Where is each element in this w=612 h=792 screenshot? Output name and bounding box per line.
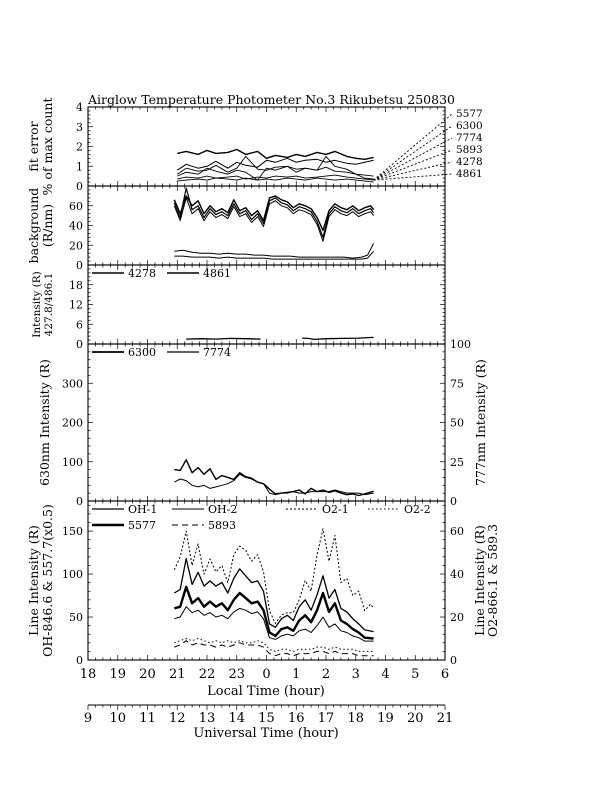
y-axis-label: Line Intensity (R) (26, 525, 41, 636)
figure-title: Airglow Temperature Photometer No.3 Rikubetsu 250830 (88, 92, 455, 107)
panel-4 (37, 338, 488, 508)
y-tick-label: 0 (76, 495, 83, 508)
local-time-tick-label: 5 (411, 667, 420, 682)
y-right-tick-label: 60 (450, 525, 464, 539)
legend-label: 6300 (456, 120, 483, 132)
ut-tick-label: 9 (83, 711, 93, 726)
y-tick-label: 4 (76, 101, 83, 114)
y-right-axis-label: 777nm Intensity (R) (473, 359, 488, 486)
y-tick-label: 0 (76, 654, 83, 667)
legend-label: OH-2 (208, 503, 238, 516)
y-tick-label: 6 (76, 318, 83, 332)
ut-tick-label: 20 (406, 711, 424, 726)
y-right-tick-label: 25 (450, 455, 464, 469)
legend-label: 5577 (128, 519, 156, 532)
y-tick-label: 0 (76, 259, 83, 272)
series-line-7774 (174, 474, 373, 494)
y-right-tick-label: 0 (450, 495, 457, 508)
y-axis-label: 630nm Intensity (R) (37, 359, 52, 486)
y-tick-label: 0 (76, 180, 83, 193)
local-time-tick-label: 21 (168, 667, 186, 682)
y-axis-label: OH-846.6 & 557.7(x0.5) (40, 504, 55, 657)
series-line-5 (174, 251, 373, 259)
legend-leader-line (374, 126, 452, 180)
series-line-6300 (174, 460, 373, 496)
y-tick-label: 100 (62, 455, 83, 469)
series-line-5893 (174, 641, 373, 656)
ut-tick-label: 19 (377, 711, 394, 726)
y-tick-label: 60 (69, 199, 83, 213)
series-line-4 (174, 243, 373, 258)
legend-label: 4278 (456, 156, 483, 168)
legend-leader-line (374, 138, 452, 180)
legend-label: 5893 (208, 519, 236, 532)
local-time-tick-label: 2 (321, 667, 331, 682)
local-time-tick-label: 23 (228, 667, 246, 682)
y-tick-label: 300 (62, 377, 83, 391)
y-tick-label: 100 (62, 568, 83, 582)
ut-tick-label: 10 (109, 711, 127, 726)
local-time-tick-label: 6 (440, 667, 450, 682)
series-line-4278 (186, 338, 260, 339)
ut-tick-label: 14 (228, 711, 246, 726)
y-tick-label: 200 (62, 416, 83, 430)
panel-frame (88, 344, 445, 501)
y-tick-label: 1 (76, 160, 83, 174)
y-right-axis-label: O2-866.1 & 589.3 (485, 523, 500, 638)
legend-label: 4278 (128, 267, 156, 280)
y-right-tick-label: 100 (450, 338, 471, 351)
local-time-tick-label: 0 (262, 667, 271, 682)
ut-tick-label: 17 (317, 711, 335, 726)
legend-label: 4861 (203, 267, 231, 280)
local-time-tick-label: 18 (79, 667, 97, 682)
local-time-tick-label: 22 (198, 667, 216, 682)
ut-tick-label: 13 (198, 711, 216, 726)
legend-label: O2-2 (404, 503, 431, 516)
local-time-axis-label: Local Time (hour) (207, 684, 325, 699)
local-time-axis (80, 667, 449, 682)
legend-label: 5893 (456, 144, 483, 156)
y-axis-label: (R/nm) (40, 203, 55, 248)
y-right-tick-label: 40 (450, 568, 464, 582)
panel-1 (26, 98, 483, 196)
panel-3 (31, 265, 445, 351)
local-time-tick-label: 20 (139, 667, 156, 682)
local-time-tick-label: 3 (351, 667, 360, 682)
panel-frame (88, 107, 445, 186)
y-axis-label: 427.8/486.1 (43, 272, 55, 337)
y-axis-label: background (26, 187, 41, 264)
legend-leader-line (374, 114, 452, 180)
universal-time-axis-label: Universal Time (hour) (193, 726, 339, 741)
panels (26, 98, 500, 667)
local-time-tick-label: 4 (381, 667, 390, 682)
series-line-3 (174, 198, 373, 241)
y-right-tick-label: 0 (450, 654, 457, 667)
y-right-axis-label: Line Intensity (R) (472, 525, 487, 636)
y-tick-label: 18 (69, 278, 83, 292)
local-time-tick-label: 19 (109, 667, 127, 682)
y-tick-label: 50 (69, 611, 83, 625)
legend-label: 6300 (128, 346, 156, 359)
series-line-5577 (177, 150, 373, 160)
y-axis-label: Intensity (R) (31, 271, 43, 338)
ut-tick-label: 12 (168, 711, 186, 726)
y-tick-label: 12 (69, 298, 83, 312)
panel-frame (88, 186, 445, 265)
panel-2 (26, 186, 445, 272)
y-tick-label: 2 (76, 140, 83, 154)
series-line-4861 (302, 337, 373, 339)
legend-label: 4861 (456, 168, 483, 180)
series-line-5577 (174, 587, 373, 639)
ut-tick-label: 15 (258, 711, 275, 726)
y-right-tick-label: 50 (450, 416, 464, 430)
ut-tick-label: 21 (436, 711, 454, 726)
legend-label: 7774 (456, 132, 483, 144)
y-tick-label: 20 (69, 239, 83, 253)
legend-label: 7774 (203, 346, 231, 359)
y-axis-label: % of max count (40, 97, 55, 196)
legend-label: OH-1 (128, 503, 158, 516)
y-axis-label: fit error (26, 121, 41, 172)
panel-5 (26, 501, 500, 667)
ut-tick-label: 16 (287, 711, 305, 726)
universal-time-axis (84, 705, 453, 726)
legend-leader-line (374, 162, 452, 180)
y-tick-label: 0 (76, 338, 83, 351)
local-time-tick-label: 1 (292, 667, 301, 682)
y-right-tick-label: 75 (450, 377, 464, 391)
y-right-tick-label: 20 (450, 611, 464, 625)
legend-label: O2-1 (322, 503, 349, 516)
legend-label: 5577 (456, 108, 483, 120)
y-tick-label: 3 (76, 120, 83, 134)
ut-tick-label: 18 (347, 711, 365, 726)
y-tick-label: 40 (69, 219, 83, 233)
y-tick-label: 150 (62, 525, 83, 539)
ut-tick-label: 11 (139, 711, 156, 726)
